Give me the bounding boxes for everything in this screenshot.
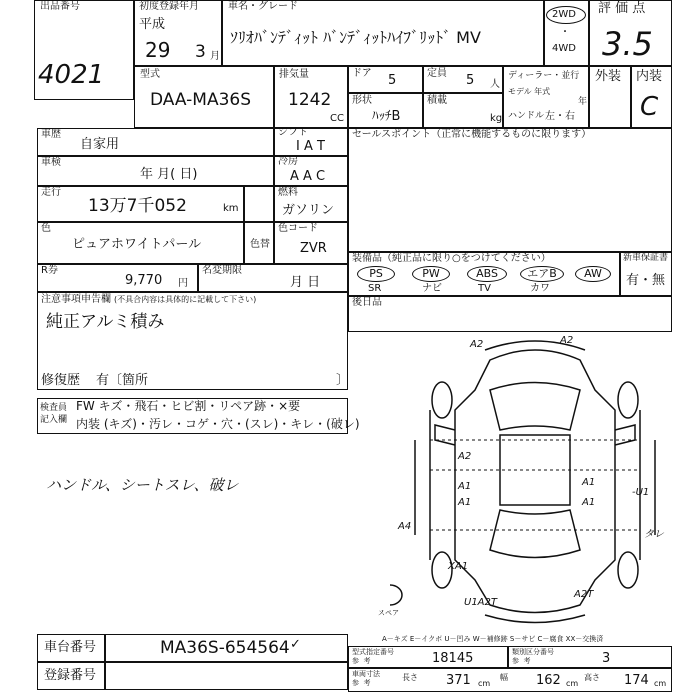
mark-right-door1: A1	[582, 477, 596, 488]
sales-point-box	[348, 128, 672, 252]
drive-4wd: 4WD	[552, 43, 576, 54]
mark-rear-right: A2T	[574, 589, 594, 600]
mark-front-left: A2	[470, 339, 484, 350]
era: 平成	[139, 17, 166, 32]
recycle-value: 9,770	[125, 273, 163, 288]
mileage-value: 13万7千052	[88, 196, 187, 216]
color-value: ピュアホワイトパール	[72, 237, 202, 252]
equip-sr: SR	[368, 283, 382, 294]
mark-left-door1: A1	[458, 481, 472, 492]
equip-abs: ABS	[467, 266, 507, 282]
dealer-label: ディーラー・並行	[508, 71, 580, 81]
mileage-divider	[243, 186, 245, 222]
displacement-value: 1242	[288, 90, 332, 110]
retrofit-box	[348, 296, 672, 332]
aircon-value: A A C	[290, 169, 326, 184]
width-unit: cm	[566, 679, 579, 688]
mark-left-door2: A1	[458, 497, 472, 508]
color-change-label: 色替	[250, 239, 270, 250]
warranty-label: 新車保証書	[623, 253, 669, 263]
history-label: 車歴	[41, 129, 61, 140]
interior-grade: C	[640, 92, 659, 122]
shift-value: I A T	[296, 139, 325, 154]
color-code-label: 色コード	[278, 223, 318, 234]
color-divider	[243, 222, 245, 264]
shift-label: シフト	[278, 127, 308, 138]
lot-label: 出品番号	[40, 1, 80, 12]
mark-left-front: A2	[458, 451, 472, 462]
notes-box	[37, 292, 348, 390]
chassis-check: ✓	[290, 637, 301, 652]
model-year-unit: 年	[578, 97, 588, 107]
repair-label: 修復歴	[41, 373, 81, 388]
handwritten-note: ハンドル、シートスレ、破レ	[46, 476, 239, 494]
capacity-unit: 人	[490, 79, 500, 90]
mark-right-side: -U1	[632, 487, 650, 498]
spare-label: スペア	[378, 609, 399, 617]
equip-leather: カワ	[530, 283, 550, 294]
equip-airbag: エアB	[520, 266, 564, 282]
mark-left-side: A4	[398, 521, 412, 532]
capacity-label: 定員	[427, 68, 447, 79]
color-code-value: ZVR	[300, 241, 327, 256]
exterior-label: 外装	[595, 69, 622, 84]
equip-pw: PW	[412, 266, 450, 282]
mileage-label: 走行	[41, 187, 61, 198]
width-label: 幅	[500, 673, 508, 682]
displacement-label: 排気量	[279, 69, 309, 80]
equip-navi: ナビ	[422, 283, 442, 294]
equipment-label: 装備品（純正品に限り○をつけてください）	[352, 253, 551, 264]
height-label: 高さ	[584, 673, 600, 682]
reg-month-unit: 月	[210, 51, 220, 62]
sales-point-label: セールスポイント（正常に機能するものに限ります）	[352, 129, 592, 140]
mark-left-rear: XA1	[448, 561, 469, 572]
inspector-line2: 内装 (キズ)・汚レ・コゲ・穴・(スレ)・キレ・(破レ)	[76, 417, 360, 431]
class-num-label: 類別区分番号 参 考	[512, 648, 554, 665]
repair-close: 〕	[336, 373, 350, 388]
length-label: 長さ	[402, 673, 418, 682]
mark-right-rear: タレ	[644, 529, 664, 540]
interior-label: 内装	[636, 69, 663, 84]
fuel-value: ガソリン	[282, 203, 335, 218]
notes-sub: (不具合内容は具体的に記載して下さい)	[114, 295, 257, 304]
handle-label: ハンドル	[508, 111, 545, 121]
drive-2wd: 2WD	[552, 9, 576, 20]
name-change-label: 名変期限	[202, 265, 242, 276]
name-change-value: 月 日	[290, 275, 321, 290]
displacement-unit: CC	[330, 113, 344, 124]
drive-dot: ・	[560, 27, 570, 38]
height-value: 174	[624, 673, 649, 688]
car-name-label: 車名・グレード	[228, 1, 298, 12]
shape-value: ﾊｯﾁB	[372, 109, 401, 124]
length-value: 371	[446, 673, 471, 688]
score-label: 評 価 点	[598, 1, 646, 16]
mark-rear-left: U1A2T	[464, 597, 497, 608]
reg-month: 3	[195, 42, 206, 62]
recycle-unit: 円	[178, 278, 188, 289]
equip-ps: PS	[357, 266, 395, 282]
inspector-label: 検査員 記入欄	[40, 403, 68, 425]
recycle-label: R券	[41, 265, 58, 276]
notes-value: 純正アルミ積み	[46, 312, 165, 332]
reg-label: 登録番号	[44, 668, 97, 683]
repair-value: 有〔箇所	[96, 373, 149, 388]
damage-legend: A－キズ E－イクボ U－凹み W－補修跡 S－サビ C－腐食 XX－交換済	[382, 635, 604, 643]
shape-label: 形状	[352, 95, 372, 106]
dims-label: 車両寸法 参 考	[352, 670, 380, 687]
mileage-unit: km	[223, 203, 239, 214]
warranty-value: 有・無	[626, 273, 666, 288]
doors-label: ドア	[352, 68, 372, 79]
lot-number: 4021	[38, 60, 105, 90]
recycle-box	[37, 264, 198, 292]
score-value: 3.5	[602, 25, 653, 63]
history-box	[37, 128, 274, 156]
type-num-value: 18145	[432, 651, 474, 666]
car-diagram	[390, 330, 680, 630]
type-num-label: 型式指定番号 参 考	[352, 648, 394, 665]
first-reg-label: 初度登録年月	[139, 1, 199, 12]
notes-label: 注意事項申告欄	[41, 294, 111, 305]
fuel-label: 燃料	[278, 187, 298, 198]
inspector-line1: FW キズ・飛石・ヒビ割・リペア跡・×要	[76, 399, 301, 413]
car-name: ｿﾘｵﾊﾞﾝﾃﾞｨｯﾄ ﾊﾞﾝﾃﾞｨｯﾄﾊｲﾌﾞﾘｯﾄﾞ MV	[230, 28, 481, 47]
inspection-value: 年 月( 日)	[140, 167, 198, 182]
mark-right-door2: A1	[582, 497, 596, 508]
length-unit: cm	[478, 679, 491, 688]
load-unit: kg	[490, 113, 503, 124]
reg-year: 29	[145, 38, 171, 62]
doors-value: 5	[388, 73, 397, 88]
model-label: 型式	[140, 69, 160, 80]
mark-front-right: A2	[560, 335, 574, 346]
retrofit-label: 後日品	[352, 297, 382, 308]
model-year-label: モデル 年式	[508, 87, 551, 96]
equip-tv: TV	[478, 283, 491, 294]
chassis-value: MA36S-654564	[160, 638, 290, 658]
equip-aw: AW	[575, 266, 611, 282]
height-unit: cm	[654, 679, 667, 688]
class-num-value: 3	[602, 651, 611, 666]
history-value: 自家用	[80, 137, 120, 152]
handle-value: 左・右	[545, 111, 575, 122]
aircon-label: 冷房	[278, 156, 298, 167]
inspection-label: 車検	[41, 157, 61, 168]
width-value: 162	[536, 673, 561, 688]
model-value: DAA-MA36S	[150, 90, 252, 110]
color-label: 色	[41, 223, 51, 234]
capacity-value: 5	[466, 73, 475, 88]
chassis-label: 車台番号	[44, 640, 97, 655]
load-label: 積載	[427, 95, 447, 106]
